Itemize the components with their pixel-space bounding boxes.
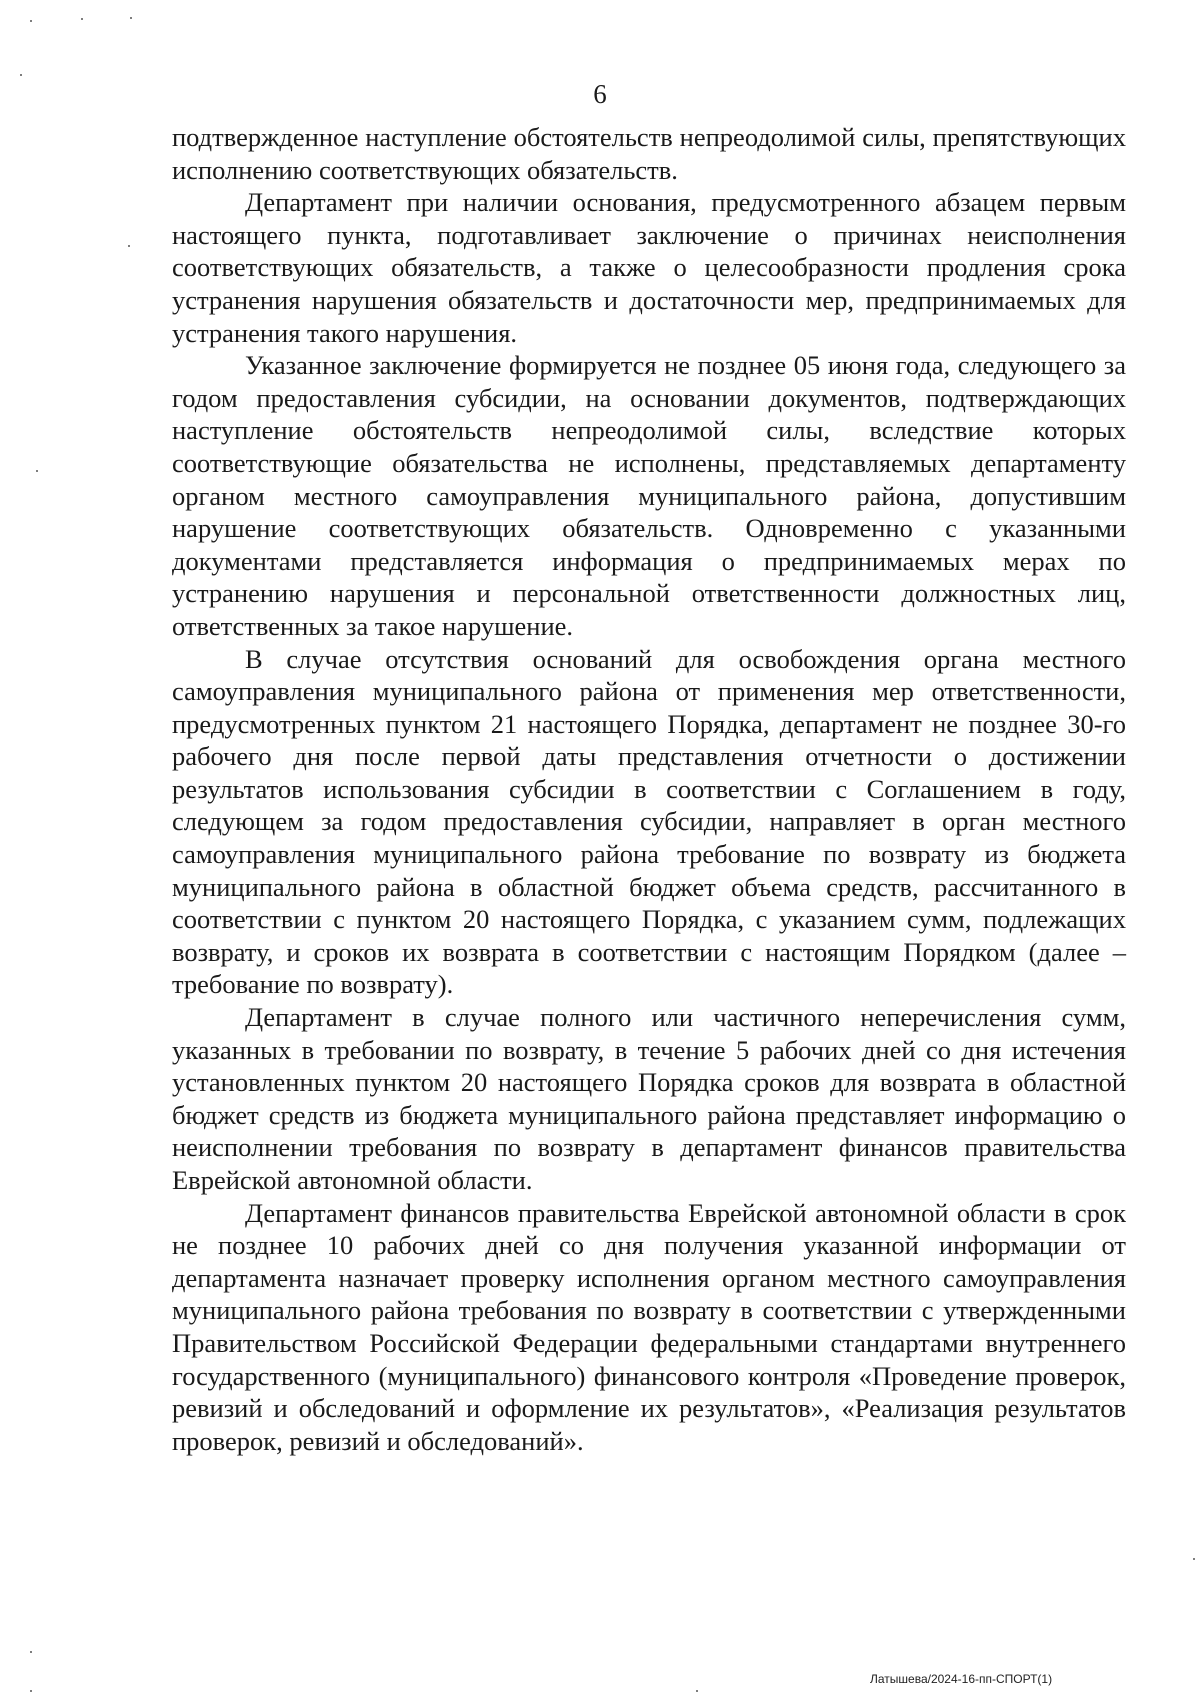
scan-speck: [30, 1690, 32, 1692]
paragraph: Департамент финансов правительства Еврейской автономной области в срок не позднее 10 рабочих дней со дня получения указанной информации от департамента назначает проверку исполнения органом местного самоуправления муниципального района требования по возврату в соответствии с утвержденными Правительством Российской Федерации федеральными стандартами внутреннего государственного (муниципального) финансового контроля «Проведение проверок, ревизий и обследований и оформление их результатов», «Реализация результатов проверок, ревизий и обследований».: [172, 1197, 1126, 1456]
scan-speck: [30, 1651, 32, 1653]
scan-speck: [130, 17, 132, 19]
paragraph: подтвержденное наступление обстоятельств непреодолимой силы, препятствующих исполнению соответствующих обязательств.: [172, 122, 1126, 185]
scan-speck: [81, 18, 83, 20]
document-body: [172, 121, 1126, 1457]
scan-speck: [696, 1690, 698, 1692]
paragraph: Указанное заключение формируется не позднее 05 июня года, следующего за годом предоставления субсидии, на основании документов, подтверждающих наступление обстоятельств непреодолимой силы, вследствие которых соответствующие обязательства не исполнены, представляемых департаменту органом местного самоуправления муниципального района, допустившим нарушение соответствующих обязательств. Одновременно с указанными документами представляется информация о предпринимаемых мерах по устранению нарушения и персональной ответственности должностных лиц, ответственных за такое нарушение.: [172, 350, 1126, 641]
document-footer-code: Латышева/2024-16-пп-СПОРТ(1): [870, 1672, 1053, 1686]
scan-speck: [36, 470, 38, 472]
paragraph: Департамент в случае полного или частичного неперечисления сумм, указанных в требовании по возврату, в течение 5 рабочих дней со дня истечения установленных пунктом 20 настоящего Порядка сроков для возврата в областной бюджет средств из бюджета муниципального района представляет информацию о неисполнении требования по возврату в департамент финансов правительства Еврейской автономной области.: [172, 1002, 1126, 1195]
paragraph: В случае отсутствия оснований для освобождения органа местного самоуправления муниципального района от применения мер ответственности, предусмотренных пунктом 21 настоящего Порядка, департамент не позднее 30-го рабочего дня после первой даты представления отчетности о достижении результатов использования субсидии в соответствии с Соглашением в году, следующем за годом предоставления субсидии, направляет в орган местного самоуправления муниципального района требование по возврату из бюджета муниципального района в областной бюджет объема средств, рассчитанного в соответствии с пунктом 20 настоящего Порядка, с указанием сумм, подлежащих возврату, и сроков их возврата в соответствии с настоящим Порядком (далее – требование по возврату).: [172, 643, 1126, 1000]
page-number: 6: [593, 79, 607, 109]
scan-speck: [128, 245, 130, 247]
scan-speck: [20, 74, 22, 76]
scan-speck: [30, 20, 32, 22]
scan-speck: [1193, 1558, 1195, 1560]
paragraph: Департамент при наличии основания, предусмотренного абзацем первым настоящего пункта, подготавливает заключение о причинах неисполнения соответствующих обязательств, а также о целесообразности продления срока устранения нарушения обязательств и достаточности мер, предпринимаемых для устранения такого нарушения.: [172, 187, 1126, 348]
